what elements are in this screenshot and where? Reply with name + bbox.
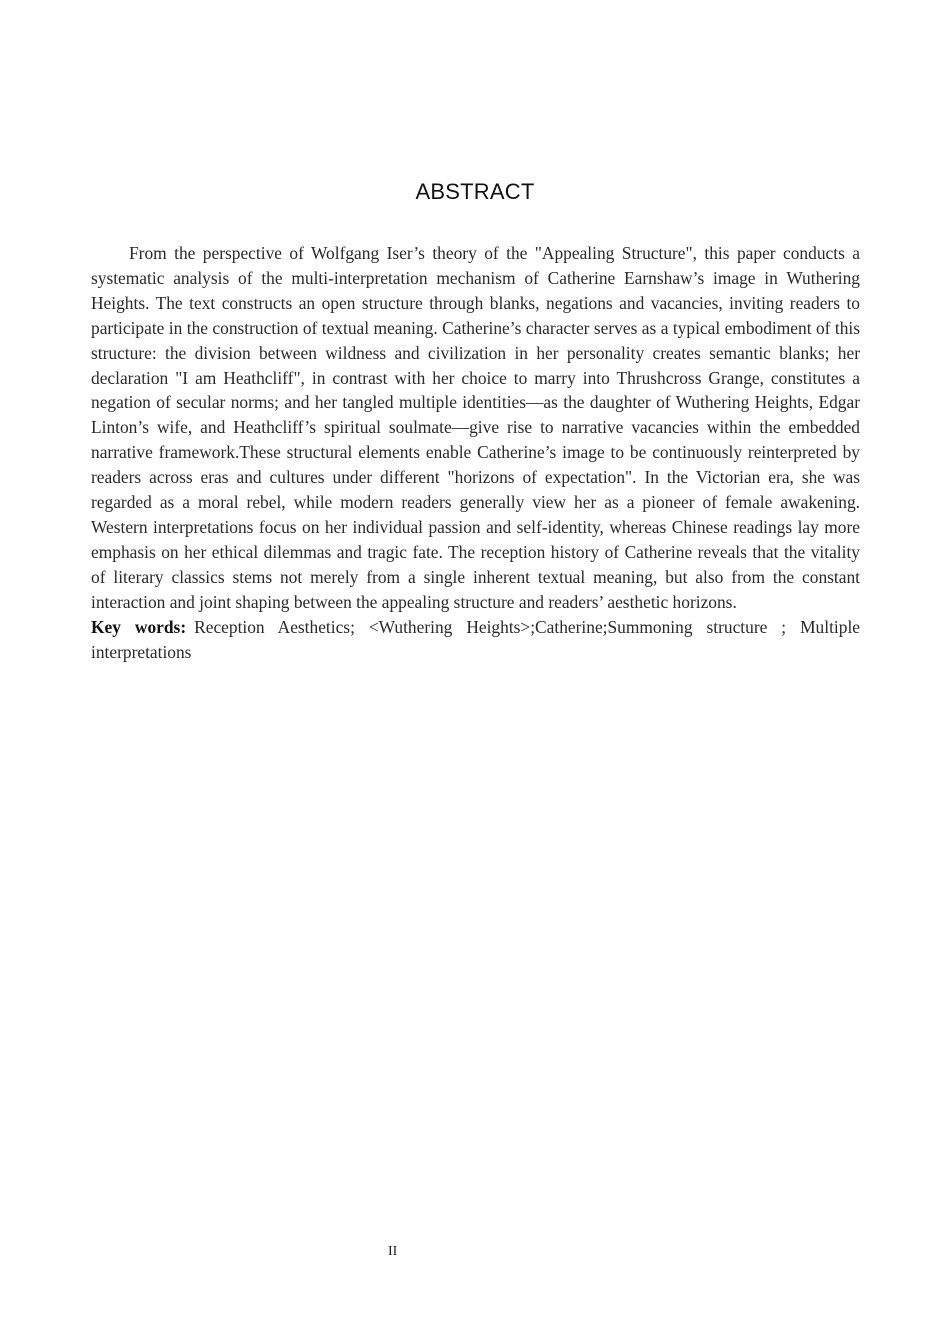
keywords-line bbox=[91, 615, 860, 665]
keywords-label: Key words: bbox=[91, 616, 187, 637]
abstract-body bbox=[91, 241, 860, 664]
page-number: II bbox=[388, 1244, 398, 1259]
keywords-value: Reception Aesthetics; <Wuthering Heights>;Catherine;Summoning structure ; Multiple interpretations bbox=[91, 616, 860, 662]
abstract-paragraph: From the perspective of Wolfgang Iser’s theory of the "Appealing Structure", this paper conducts a systematic analysis of the multi-interpretation mechanism of Catherine Earnshaw’s image in Wuthering Heights. The text constructs an open structure through blanks, negations and vacancies, inviting readers to participate in the construction of textual meaning. Catherine’s character serves as a typical embodiment of this structure: the division between wildness and civilization in her personality creates semantic blanks; her declaration "I am Heathcliff", in contrast with her choice to marry into Thrushcross Grange, constitutes a negation of secular norms; and her tangled multiple identities—as the daughter of Wuthering Heights, Edgar Linton’s wife, and Heathcliff’s spiritual soulmate—give rise to narrative vacancies within the embedded narrative framework.These structural elements enable Catherine’s image to be continuously reinterpreted by readers across eras and cultures under different "horizons of expectation". In the Victorian era, she was regarded as a moral rebel, while modern readers generally view her as a pioneer of female awakening. Western interpretations focus on her individual passion and self-identity, whereas Chinese readings lay more emphasis on her ethical dilemmas and tragic fate. The reception history of Catherine reveals that the vitality of literary classics stems not merely from a single inherent textual meaning, but also from the constant interaction and joint shaping between the appealing structure and readers’ aesthetic horizons. bbox=[91, 243, 860, 612]
abstract-title: ABSTRACT bbox=[415, 179, 535, 204]
